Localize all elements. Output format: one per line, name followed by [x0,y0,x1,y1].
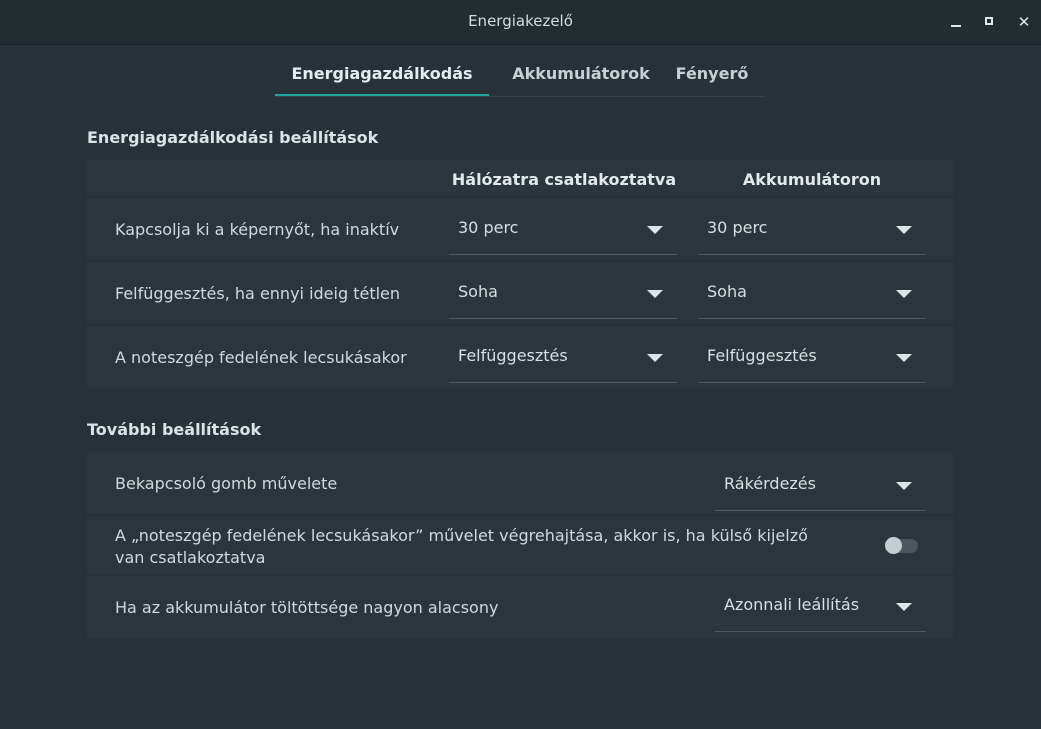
setting-row-screen-off [87,196,953,260]
power-settings-panel [87,160,953,388]
setting-row-power-button [87,452,953,514]
maximize-button[interactable] [980,12,1000,32]
lid-close-ac-dropdown[interactable] [449,330,677,383]
chevron-down-icon [896,482,912,490]
title-bar [0,0,1041,45]
close-button[interactable] [1014,12,1034,32]
setting-label: Felfüggesztés, ha ennyi ideig tétlen [115,284,401,303]
power-settings-heading: Energiagazdálkodási beállítások [87,128,379,147]
lid-close-battery-dropdown[interactable] [698,330,926,383]
tab-batteries[interactable]: Akkumulátorok [512,64,650,83]
chevron-down-icon [896,603,912,611]
close-icon: ✕ [1017,13,1031,31]
dropdown-value: 30 perc [458,218,519,237]
minimize-button[interactable] [947,12,967,32]
suspend-ac-dropdown[interactable] [449,266,677,319]
screen-off-battery-dropdown[interactable] [698,202,926,255]
chevron-down-icon [647,354,663,362]
chevron-down-icon [896,290,912,298]
chevron-down-icon [647,290,663,298]
setting-label: A noteszgép fedelének lecsukásakor [115,348,407,367]
setting-row-critical-battery [87,574,953,640]
setting-row-lid-external-display [87,514,953,574]
column-header-ac: Hálózatra csatlakoztatva [451,170,677,189]
chevron-down-icon [647,226,663,234]
maximize-icon [985,17,993,25]
lid-external-display-toggle[interactable] [886,539,918,553]
tab-power-management[interactable]: Energiagazdálkodás [275,52,489,96]
setting-label [115,525,808,569]
chevron-down-icon [896,226,912,234]
dropdown-value: Felfüggesztés [458,346,568,365]
dropdown-value: Azonnali leállítás [724,595,860,614]
setting-row-lid-close [87,324,953,390]
setting-row-suspend-idle [87,260,953,324]
dropdown-value: Rákérdezés [724,474,816,493]
tab-brightness[interactable]: Fényerő [675,64,749,83]
column-header-battery: Akkumulátoron [742,170,882,189]
setting-label: Ha az akkumulátor töltöttsége nagyon alacsony [115,598,499,617]
more-settings-panel [87,452,953,638]
screen-off-ac-dropdown[interactable] [449,202,677,255]
more-settings-heading: További beállítások [87,420,262,439]
dropdown-value: 30 perc [707,218,768,237]
setting-label: Kapcsolja ki a képernyőt, ha inaktív [115,220,400,239]
dropdown-value: Felfüggesztés [707,346,817,365]
toggle-knob [885,537,902,554]
setting-label: Bekapcsoló gomb művelete [115,474,338,493]
critical-battery-action-dropdown[interactable] [715,579,926,632]
suspend-battery-dropdown[interactable] [698,266,926,319]
dropdown-value: Soha [458,282,498,301]
minimize-icon [951,25,961,27]
dropdown-value: Soha [707,282,747,301]
tab-bar [275,52,765,97]
chevron-down-icon [896,354,912,362]
setting-label-line: van csatlakoztatva [115,548,266,567]
setting-label-line: A „noteszgép fedelének lecsukásakor” művelet végrehajtása, akkor is, ha külső kijelző [115,526,808,545]
window-title: Energiakezelő [468,12,573,30]
power-button-action-dropdown[interactable] [715,458,926,511]
